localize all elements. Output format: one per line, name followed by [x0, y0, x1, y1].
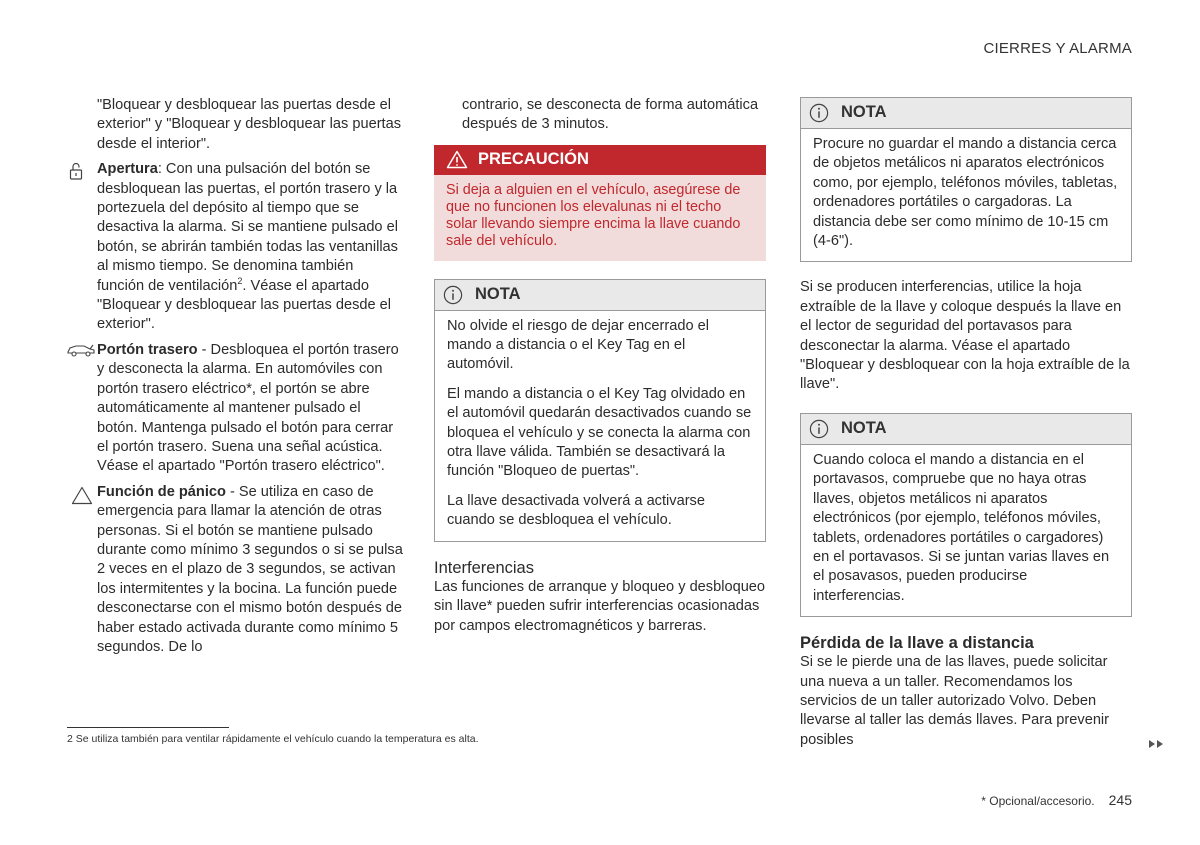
caution-text: Si deja a alguien en el vehículo, asegúrese de que no funcionen los elevalunas ni el techo solar llevando siempre encima la llave cuando sale del vehículo. [446, 181, 741, 250]
footnote: 2 Se utiliza también para ventilar rápidamente el vehículo cuando la temperatura es alta. [67, 733, 479, 745]
note-box [800, 97, 1132, 262]
note-paragraph: No olvide el riesgo de dejar encerrado el mando a distancia o el Key Tag en el automóvil. [447, 317, 710, 373]
apertura-item [97, 160, 403, 335]
footnote-divider [67, 727, 229, 728]
note-header [801, 98, 1131, 129]
porton-item [97, 341, 403, 477]
perdida-heading: Pérdida de la llave a distancia [800, 634, 1034, 653]
note-header [801, 414, 1131, 445]
note-body [435, 311, 765, 541]
apertura-title: Apertura [97, 161, 158, 178]
warning-triangle-icon [71, 486, 93, 506]
note-box [434, 279, 766, 542]
page-footer [981, 792, 1132, 808]
footnote-ref: 2 [237, 275, 243, 286]
info-icon [443, 285, 463, 305]
caution-header [434, 145, 766, 175]
note-paragraph: El mando a distancia o el Key Tag olvidado en el automóvil quedarán desactivados cuando se bloquea el vehículo y se conecta la alarma con otra llave válida. También se desactivará la función "Bloqueo de puertas". [447, 385, 752, 480]
padlock-open-icon [69, 161, 91, 181]
warning-triangle-icon [446, 150, 468, 169]
note-header [435, 280, 765, 311]
column-3 [800, 96, 1132, 750]
panico-item [97, 483, 403, 658]
note-paragraph: La llave desactivada volverá a activarse cuando se desbloquea el vehículo. [447, 492, 705, 529]
double-arrow-icon [1148, 736, 1166, 754]
note-box [800, 413, 1132, 617]
porton-title: Portón trasero [97, 341, 198, 358]
column-2 [434, 96, 766, 636]
column-1 [97, 96, 403, 657]
apertura-text: : Con una pulsación del botón se desbloquean las puertas, el portón trasero y la portezuela del depósito al tiempo que se desactiva la alarma. Si se mantiene pulsado el botón, se abrirán también todas las ventanillas al mismo tiempo. Se denomina también función de ventilación [97, 161, 398, 294]
porton-text: - Desbloquea el portón trasero y desconecta la alarma. En automóviles con portón trasero eléctrico*, el portón se abre automáticamente al mantener pulsado el botón. Mantenga pulsado el botón para cerrar el portón trasero. Suena una señal acústica. Véase el apartado "Portón trasero eléctrico". [97, 341, 399, 475]
caution-title: PRECAUCIÓN [478, 150, 589, 169]
note-text: Cuando coloca el mando a distancia en el portavasos, compruebe que no haya otras llaves, objetos metálicos ni aparatos electrónicos (por ejemplo, teléfonos móviles, tablets, ordenadores portátiles o cargadores) en el portavasos. Si se juntan varias llaves en el posavasos, pueden producirse interferencias. [813, 451, 1110, 604]
page-number: 245 [1108, 792, 1132, 808]
interferencias-text: Las funciones de arranque y bloqueo y desbloqueo sin llave* pueden sufrir interferencias ocasionadas por campos electromagnéticos y barreras. [434, 578, 766, 634]
interferencias-heading: Interferencias [434, 558, 534, 577]
note-text: Procure no guardar el mando a distancia cerca de objetos metálicos ni aparatos electrónicos como, por ejemplo, teléfonos móviles, tabletas, ordenadores portátiles o cargadoras. La distancia debe ser como mínimo de 10-15 cm (4-6"). [813, 136, 1118, 250]
note-title: NOTA [841, 103, 887, 122]
perdida-text: Si se le pierde una de las llaves, puede solicitar una nueva a un taller. Recomendamos los servicios de un taller autorizado Volvo. Deben llevarse al taller las demás llaves. Para prevenir posibles [800, 654, 1110, 748]
note-title: NOTA [841, 419, 887, 438]
info-icon [809, 419, 829, 439]
continued-text: contrario, se desconecta de forma automática después de 3 minutos. [462, 97, 759, 133]
apertura-text-2: . Véase el apartado "Bloquear y desbloquear las puertas desde el exterior". [97, 277, 392, 333]
panico-title: Función de pánico [97, 483, 226, 500]
continued-text: "Bloquear y desbloquear las puertas desde el exterior" y "Bloquear y desbloquear las puertas desde el interior". [97, 97, 402, 152]
section-title: CIERRES Y ALARMA [983, 40, 1132, 57]
info-icon [809, 103, 829, 123]
car-tailgate-icon [67, 343, 89, 363]
note-title: NOTA [475, 284, 521, 303]
panico-text: - Se utiliza en caso de emergencia para llamar la atención de otras personas. Si el botón se mantiene pulsado durante como mínimo 3 segundos o si se pulsa 2 veces en el plazo de 3 segundos, se activan los intermitentes y la bocina. La función puede desconectarse con el mismo botón después de haber estado activada durante como mínimo 5 segundos. De lo [97, 483, 403, 655]
optional-note: * Opcional/accesorio. [981, 794, 1095, 808]
caution-box [434, 145, 766, 261]
paragraph: Si se producen interferencias, utilice la hoja extraíble de la llave y coloque después la llave en el lector de seguridad del portavasos para desconectar la alarma. Véase el apartado "Bloquear y desbloquear con la hoja extraíble de la llave". [800, 279, 1130, 393]
